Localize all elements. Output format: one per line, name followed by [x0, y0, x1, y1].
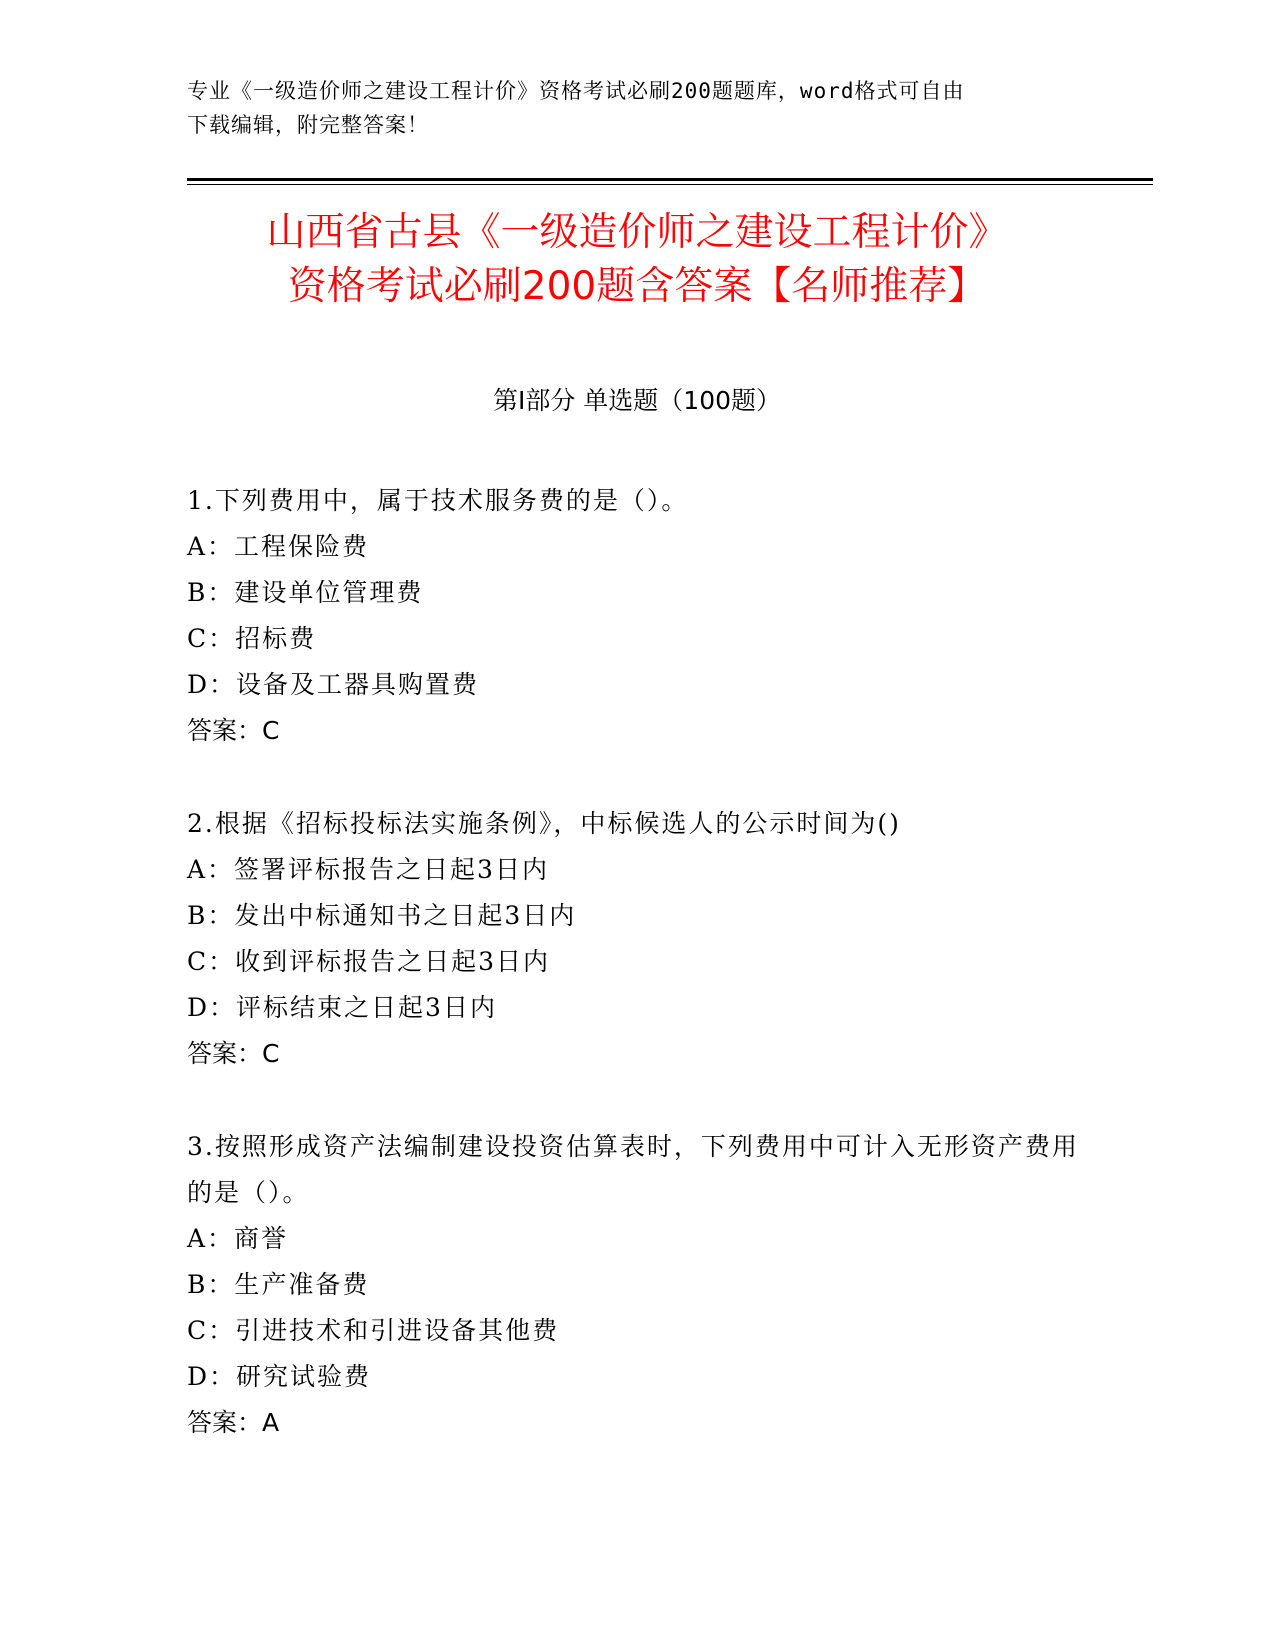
option-b: B：生产准备费 [187, 1270, 370, 1299]
option-c: C：引进技术和引进设备其他费 [187, 1316, 560, 1345]
option-a: A：工程保险费 [187, 532, 370, 561]
question-2 [187, 801, 1087, 1077]
document-title-line-2: 资格考试必刷200题含答案【名师推荐】 [287, 264, 987, 309]
header-note-line-2: 下载编辑，附完整答案！ [187, 113, 429, 137]
option-c: C：招标费 [187, 624, 317, 653]
option-a: A：商誉 [187, 1224, 289, 1253]
question-list [187, 478, 1087, 1493]
option-d: D：设备及工器具购置费 [187, 670, 480, 699]
option-d: D：评标结束之日起3日内 [187, 993, 497, 1022]
document-title [187, 206, 1087, 314]
option-d: D：研究试验费 [187, 1362, 372, 1391]
answer-line: 答案：C [187, 1039, 280, 1068]
option-a: A：签署评标报告之日起3日内 [187, 855, 549, 884]
header-note [187, 74, 1087, 142]
section-heading: 第Ⅰ部分 单选题（100题） [492, 386, 782, 415]
option-c: C：收到评标报告之日起3日内 [187, 947, 551, 976]
answer-line: 答案：A [187, 1408, 280, 1437]
header-divider-thick [187, 178, 1153, 181]
header-divider-thin [187, 184, 1153, 185]
header-note-line-1: 专业《一级造价师之建设工程计价》资格考试必刷200题题库，word格式可自由 [187, 79, 965, 103]
option-b: B：建设单位管理费 [187, 578, 424, 607]
document-title-line-1: 山西省古县《一级造价师之建设工程计价》 [266, 210, 1008, 255]
answer-line: 答案：C [187, 716, 280, 745]
question-3 [187, 1124, 1087, 1446]
question-stem: 1.下列费用中，属于技术服务费的是（）。 [187, 486, 689, 515]
question-1 [187, 478, 1087, 754]
option-b: B：发出中标通知书之日起3日内 [187, 901, 577, 930]
question-stem: 3.按照形成资产法编制建设投资估算表时，下列费用中可计入无形资产费用的是（）。 [187, 1132, 1079, 1207]
question-stem: 2.根据《招标投标法实施条例》，中标候选人的公示时间为() [187, 809, 901, 838]
